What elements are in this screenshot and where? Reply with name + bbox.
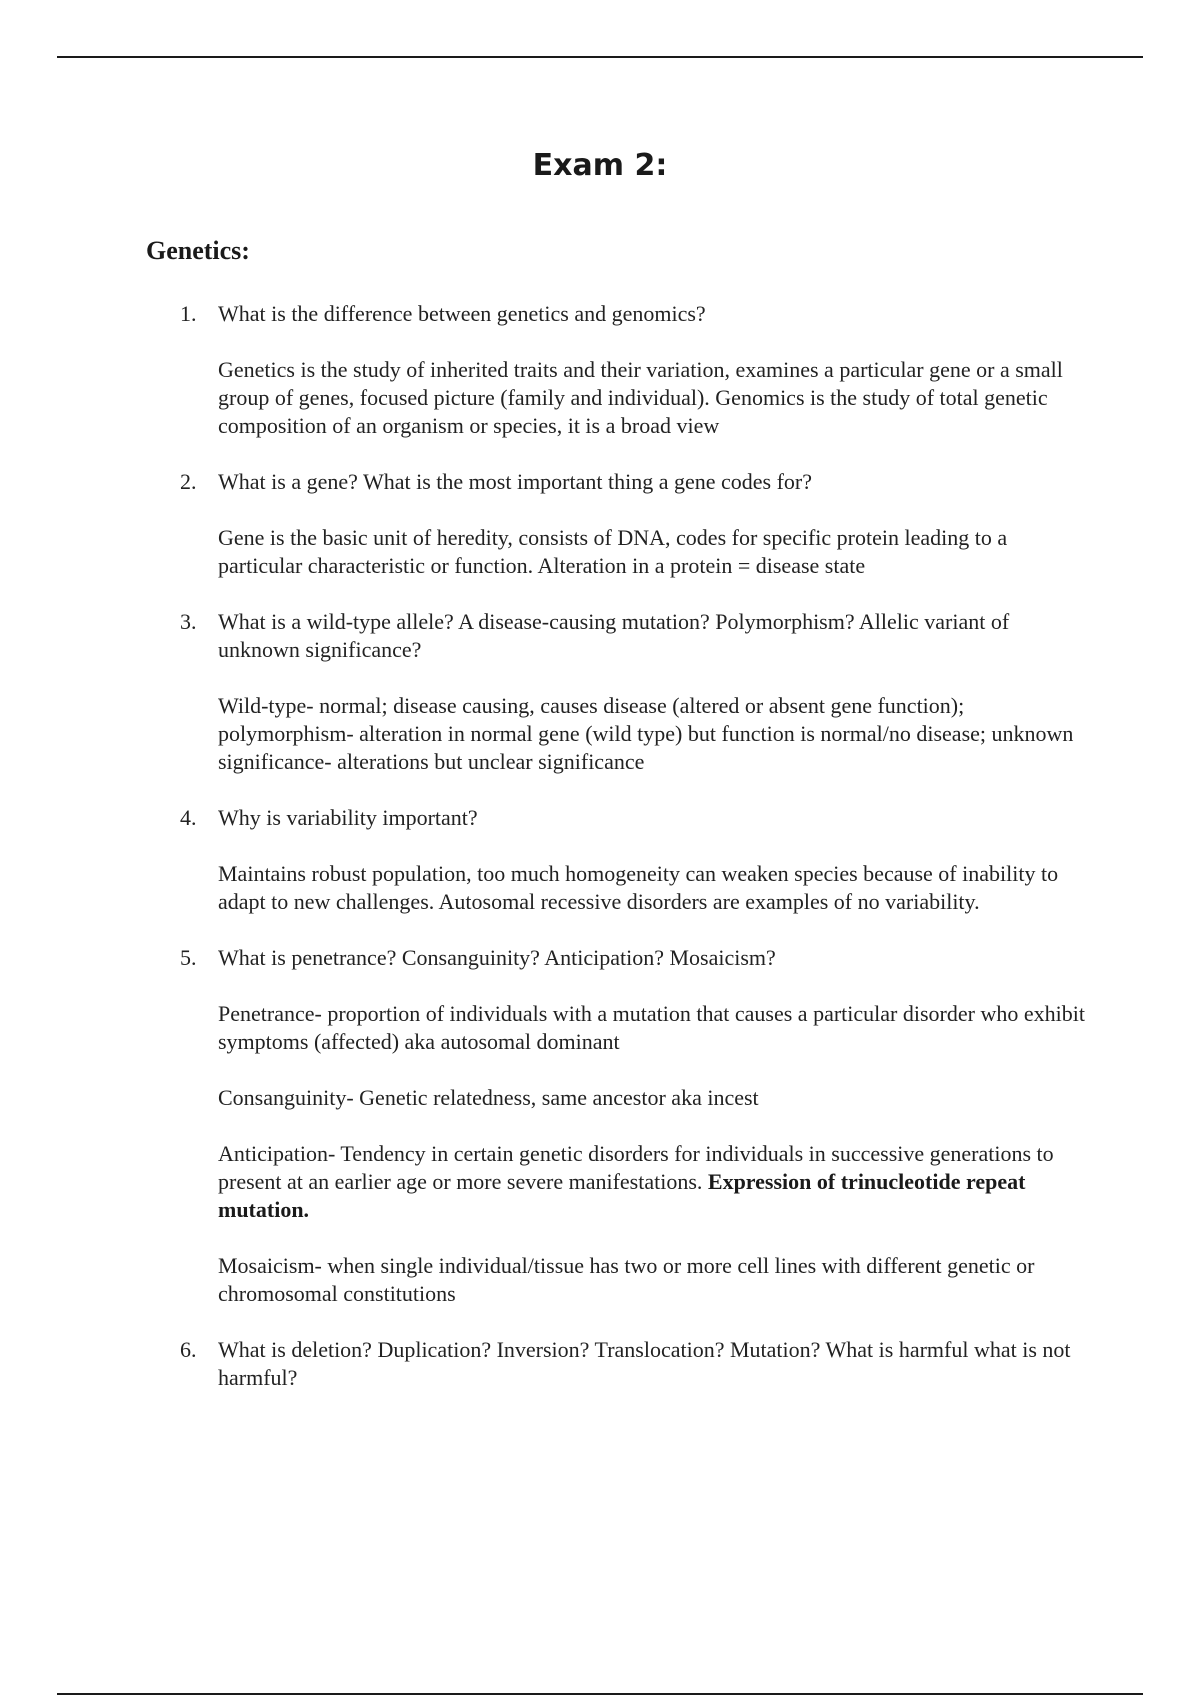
answer-text: Wild-type- normal; disease causing, causes disease (altered or absent gene function); polymorphism- alteration in normal gene (wild type) but function is normal/no disease; unknown significance- alterations but unclear significance bbox=[218, 693, 1074, 774]
answer-text: Mosaicism- when single individual/tissue has two or more cell lines with different genetic or chromosomal constitutions bbox=[218, 1253, 1035, 1306]
answer-paragraph bbox=[218, 860, 1096, 916]
question-item bbox=[146, 468, 1096, 580]
section-heading: Genetics: bbox=[146, 236, 250, 265]
answer-paragraph bbox=[218, 692, 1096, 776]
bottom-rule bbox=[57, 1693, 1143, 1695]
answer-paragraph bbox=[218, 1252, 1096, 1308]
question-text: What is a gene? What is the most important thing a gene codes for? bbox=[218, 469, 813, 494]
answer-text: Consanguinity- Genetic relatedness, same ancestor aka incest bbox=[218, 1085, 759, 1110]
question-item bbox=[146, 300, 1096, 440]
question-item bbox=[146, 944, 1096, 1308]
answer-text: Gene is the basic unit of heredity, consists of DNA, codes for specific protein leading to a particular characteristic or function. Alteration in a protein = disease state bbox=[218, 525, 1008, 578]
question-item bbox=[146, 804, 1096, 916]
question-number: 5. bbox=[180, 945, 197, 970]
question-text: Why is variability important? bbox=[218, 805, 478, 830]
answer-paragraph bbox=[218, 524, 1096, 580]
question-text: What is a wild-type allele? A disease-causing mutation? Polymorphism? Allelic variant of unknown significance? bbox=[218, 609, 1010, 662]
question-list bbox=[146, 300, 1096, 1420]
question-text: What is penetrance? Consanguinity? Anticipation? Mosaicism? bbox=[218, 945, 776, 970]
question-number: 6. bbox=[180, 1337, 197, 1362]
answer-text: Genetics is the study of inherited traits and their variation, examines a particular gene or a small group of genes, focused picture (family and individual). Genomics is the study of total genetic composition of an organism or species, it is a broad view bbox=[218, 357, 1063, 438]
answer-paragraph bbox=[218, 1140, 1096, 1224]
question-number: 2. bbox=[180, 469, 197, 494]
page-title: Exam 2: bbox=[532, 148, 668, 183]
answer-paragraph bbox=[218, 1084, 1096, 1112]
question-number: 4. bbox=[180, 805, 197, 830]
question-number: 3. bbox=[180, 609, 197, 634]
answer-paragraph bbox=[218, 356, 1096, 440]
answer-emphasis: Expression of trinucleotide repeat mutation. bbox=[218, 1169, 1026, 1222]
top-rule bbox=[57, 56, 1143, 58]
question-item bbox=[146, 1336, 1096, 1392]
answer-text: Penetrance- proportion of individuals with a mutation that causes a particular disorder who exhibit symptoms (affected) aka autosomal dominant bbox=[218, 1001, 1085, 1054]
question-number: 1. bbox=[180, 301, 197, 326]
question-text: What is deletion? Duplication? Inversion? Translocation? Mutation? What is harmful what is not harmful? bbox=[218, 1337, 1071, 1390]
question-text: What is the difference between genetics and genomics? bbox=[218, 301, 706, 326]
answer-text: Maintains robust population, too much homogeneity can weaken species because of inability to adapt to new challenges. Autosomal recessive disorders are examples of no variability. bbox=[218, 861, 1059, 914]
answer-text: Anticipation- Tendency in certain genetic disorders for individuals in successive generations to present at an earlier age or more severe manifestations. bbox=[218, 1141, 1054, 1194]
answer-paragraph bbox=[218, 1000, 1096, 1056]
question-item bbox=[146, 608, 1096, 776]
